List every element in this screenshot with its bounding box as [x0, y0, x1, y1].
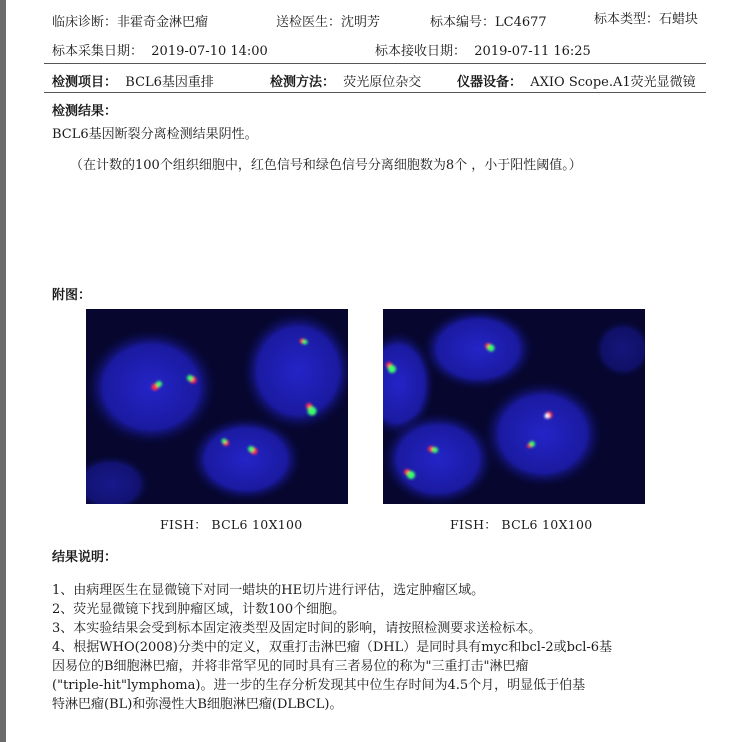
note-line-3: 3、本实验结果会受到标本固定液类型及固定时间的影响，请按照检测要求送检标本。 [52, 621, 542, 636]
fish-image-right [383, 309, 645, 504]
figures-heading: 附图： [52, 288, 92, 303]
result-heading: 检测结果： [52, 104, 118, 119]
note-line-4: 4、根据WHO(2008)分类中的定义，双重打击淋巴瘤（DHL）是同时具有myc和bcl-2或bcl-6基 [52, 640, 613, 655]
clinical-diagnosis: 临床诊断：非霍奇金淋巴瘤 [52, 15, 209, 30]
note-line-7: 特淋巴瘤(BL)和弥漫性大B细胞淋巴瘤(DLBCL)。 [52, 697, 343, 712]
fish-image-left [86, 309, 348, 504]
notes-heading: 结果说明： [52, 550, 118, 565]
note-line-5: 因易位的B细胞淋巴瘤，并将非常罕见的同时具有三者易位的称为"三重打击"淋巴瘤 [52, 659, 529, 674]
note-line-6: ("triple-hit"lymphoma)。进一步的生存分析发现其中位生存时间为4.5个月，明显低于伯基 [52, 678, 586, 693]
method-divider [44, 92, 706, 93]
receive-date: 标本接收日期： 2019-07-11 16:25 [375, 44, 591, 59]
page-left-edge [0, 0, 6, 742]
header-divider [44, 63, 706, 64]
result-line-1: BCL6基因断裂分离检测结果阴性。 [52, 127, 258, 142]
specimen-type: 标本类型：石蜡块 [594, 12, 699, 27]
note-line-1: 1、由病理医生在显微镜下对同一蜡块的HE切片进行评估，选定肿瘤区域。 [52, 583, 485, 598]
result-line-2: （在计数的100个组织细胞中，红色信号和绿色信号分离细胞数为8个 ，小于阳性阈值。） [70, 158, 582, 173]
specimen-number: 标本编号：LC4677 [430, 15, 547, 30]
test-item: 检测项目： BCL6基因重排 [52, 75, 214, 90]
collection-date: 标本采集日期： 2019-07-10 14:00 [52, 44, 268, 59]
note-line-2: 2、荧光显微镜下找到肿瘤区域，计数100个细胞。 [52, 602, 346, 617]
fish-caption-left: FISH： BCL6 10X100 [160, 517, 303, 532]
test-method: 检测方法： 荧光原位杂交 [270, 75, 422, 90]
instrument: 仪器设备： AXIO Scope.A1荧光显微镜 [457, 75, 696, 90]
referring-doctor: 送检医生：沈明芳 [276, 15, 381, 30]
fish-caption-right: FISH： BCL6 10X100 [450, 517, 593, 532]
